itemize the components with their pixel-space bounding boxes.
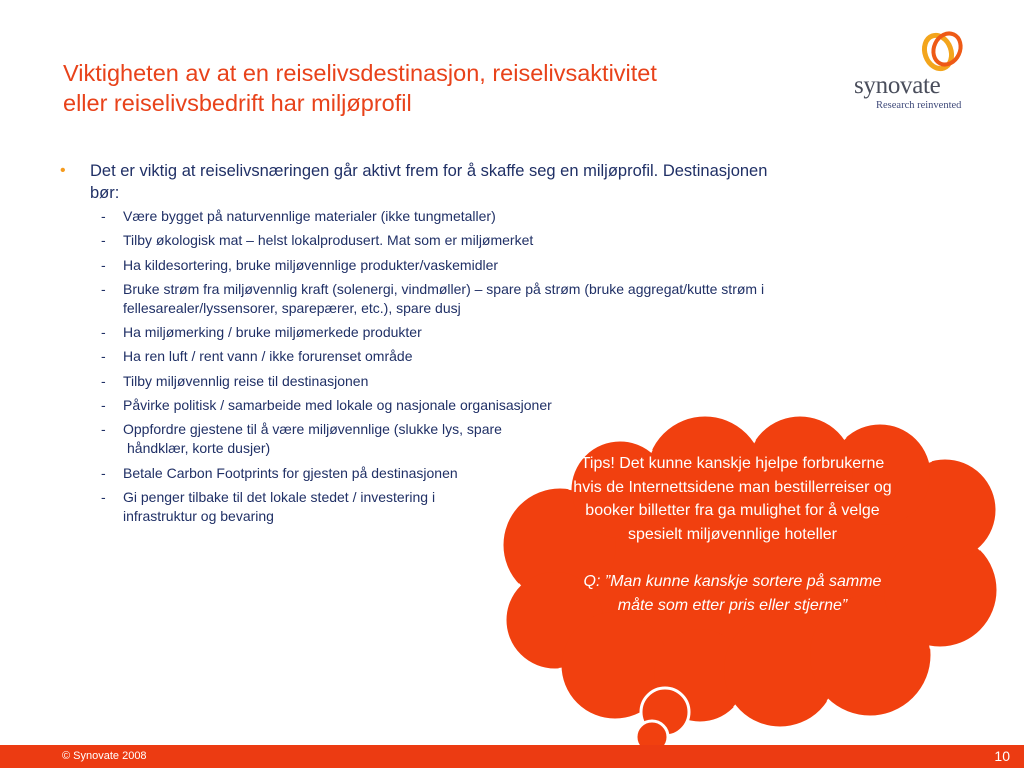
dash-icon: - (101, 232, 106, 249)
synovate-logo (852, 28, 977, 118)
callout-question: Q: ”Man kunne kanskje sortere på samme måte som etter pris eller stjerne” (583, 573, 882, 614)
title-line-2: eller reiselivsbedrift har miljøprofil (63, 90, 412, 116)
page-number: 10 (994, 748, 1010, 764)
list-item: - Bruke strøm fra miljøvennlig kraft (solenergi, vindmøller) – spare på strøm (bruke aggregat/kutte strøm i fellesarealer/lyssensorer, sparepærer, etc.), spare dusj (101, 280, 765, 316)
callout-text (570, 452, 895, 617)
dash-icon: - (101, 280, 106, 297)
logo-rings-icon (918, 28, 968, 76)
dash-icon: - (101, 324, 106, 341)
dash-icon: - (101, 397, 106, 414)
main-bullet (60, 160, 920, 204)
footer-copyright: © Synovate 2008 (62, 750, 147, 762)
main-bullet-line-2: bør: (90, 184, 120, 202)
list-item: - Gi penger tilbake til det lokale stedet / investering i infrastruktur og bevaring (101, 488, 436, 524)
logo-wordmark: synovate (854, 72, 941, 99)
dash-icon: - (101, 421, 106, 438)
list-item: - Tilby økologisk mat – helst lokalprodusert. Mat som er miljømerket (101, 232, 534, 249)
list-item: - Påvirke politisk / samarbeide med lokale og nasjonale organisasjoner (101, 397, 552, 414)
list-item: - Betale Carbon Footprints for gjesten på destinasjonen (101, 464, 458, 481)
title-line-1: Viktigheten av at en reiselivsdestinasjon, reiselivsaktivitet (63, 60, 657, 86)
slide-title (63, 58, 823, 118)
dash-icon: - (101, 372, 106, 389)
list-item: - Være bygget på naturvennlige materialer (ikke tungmetaller) (101, 208, 496, 224)
list-item: - Ha kildesortering, bruke miljøvennlige produkter/vaskemidler (101, 256, 499, 273)
list-item: - Tilby miljøvennlig reise til destinasjonen (101, 372, 369, 389)
dash-icon: - (101, 208, 106, 224)
list-item: - Ha miljømerking / bruke miljømerkede produkter (101, 324, 422, 341)
dash-icon: - (101, 256, 106, 273)
footer-bar (0, 745, 1024, 768)
logo-tagline: Research reinvented (876, 100, 962, 111)
dash-icon: - (101, 348, 106, 365)
dash-icon: - (101, 488, 106, 505)
callout-tip: Tips! Det kunne kanskje hjelpe forbrukerne hvis de Internettsidene man bestillerreiser og booker billetter fra ga mulighet for å velge spesielt miljøvennlige hoteller (573, 455, 892, 543)
main-bullet-line-1: Det er viktig at reiselivsnæringen går aktivt frem for å skaffe seg en miljøprofil. Destinasjonen (90, 162, 768, 180)
list-item: - Oppfordre gjestene til å være miljøvennlige (slukke lys, spare håndklær, korte dusjer) (101, 421, 502, 457)
dash-icon: - (101, 464, 106, 481)
list-item: - Ha ren luft / rent vann / ikke forurenset område (101, 348, 413, 365)
bullet-dot-icon: • (60, 162, 66, 179)
